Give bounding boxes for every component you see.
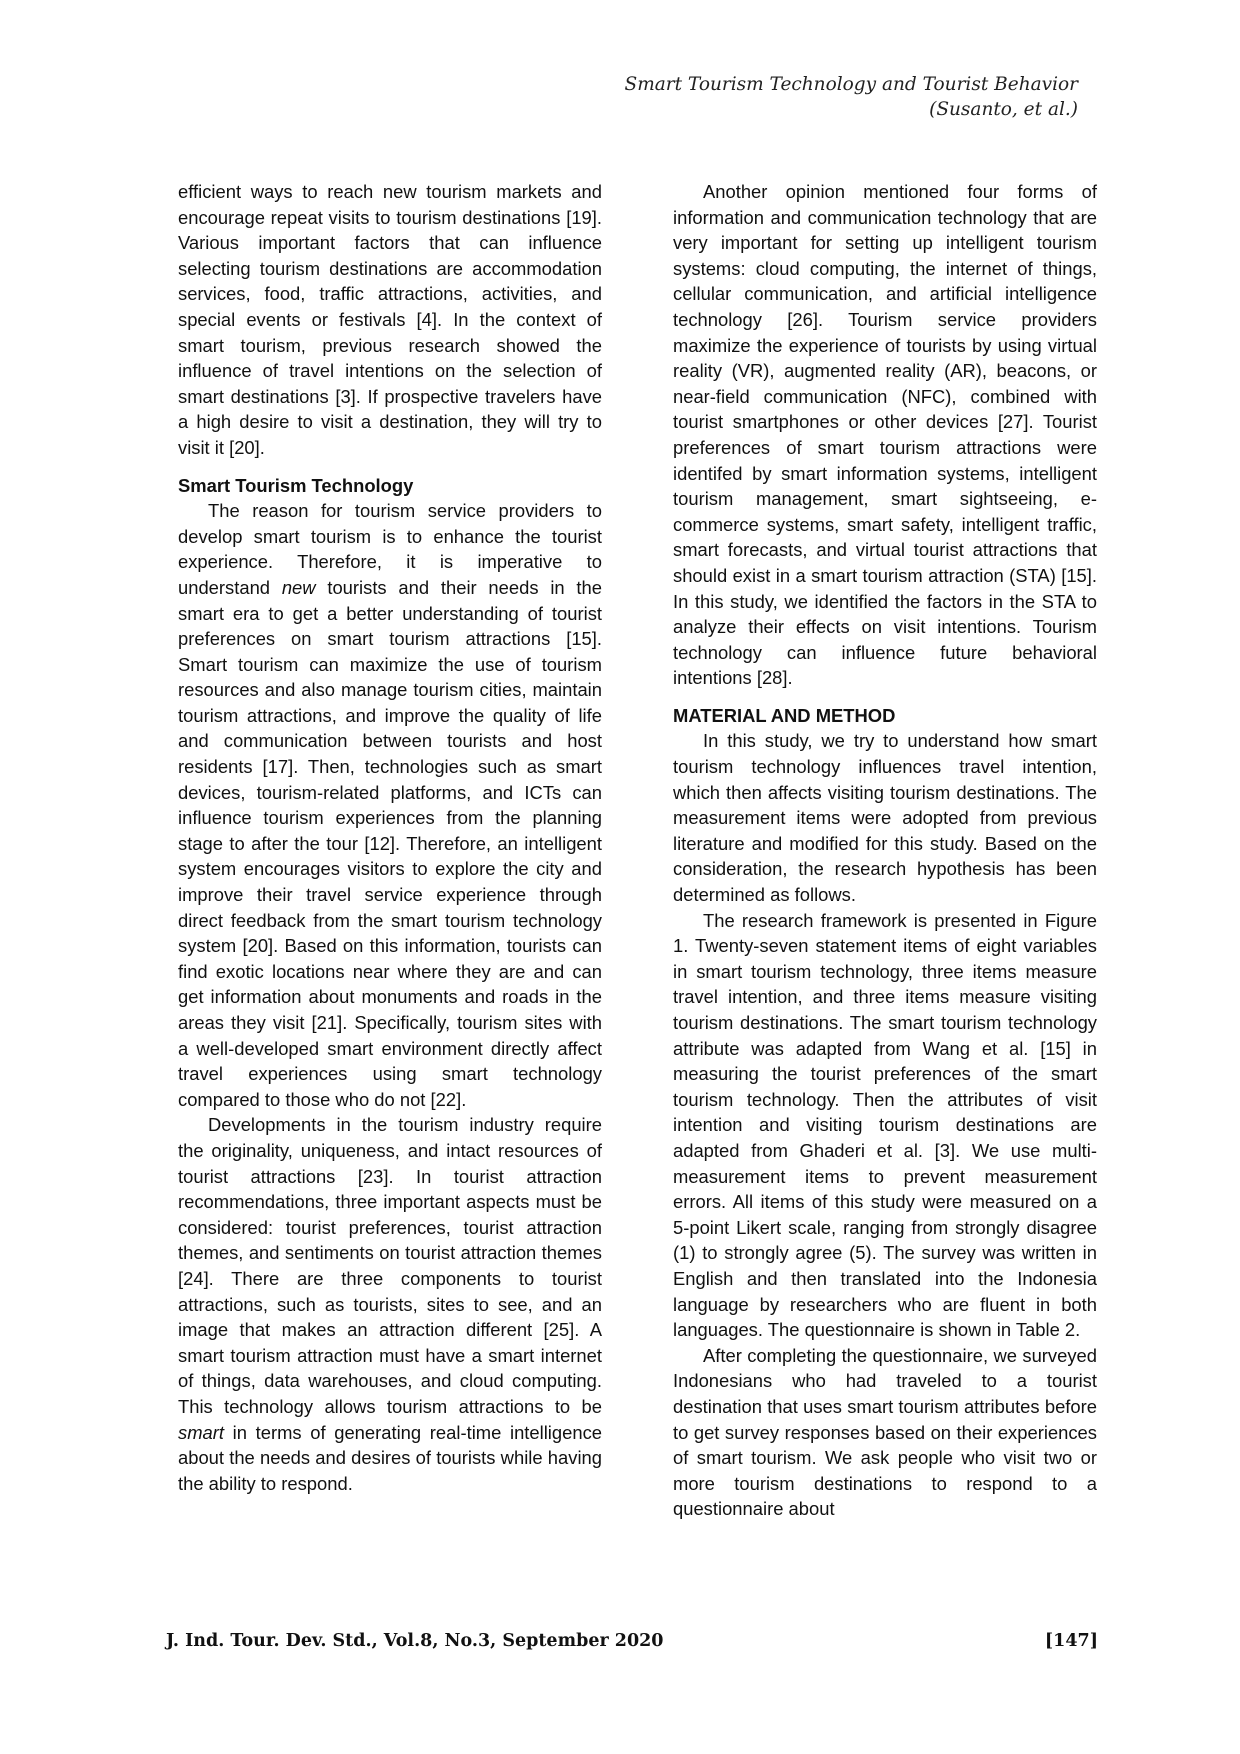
text-span: in terms of generating real-time intelligence about the needs and desires of tourists while having the ability to respond. <box>178 1421 602 1494</box>
paragraph: In this study, we try to understand how smart tourism technology influences travel intention, which then affects visiting tourism destinations. The measurement items were adopted from previous literature and modified for this study. Based on the consideration, the research hypothesis has been determined as follows. <box>673 730 1097 906</box>
footer-journal-citation: J. Ind. Tour. Dev. Std., Vol.8, No.3, September 2020 <box>166 1631 664 1651</box>
left-column <box>178 179 602 1496</box>
section-heading-smart-tourism-technology: Smart Tourism Technology <box>178 474 414 496</box>
text-span: Developments in the tourism industry require the originality, uniqueness, and intact resources of tourist attractions [23]. In tourist attraction recommendations, three important aspects must be considered: tourist preferences, tourist attraction themes, and sentiments on tourist attraction themes [24]. There are three components to tourist attractions, such as tourists, sites to see, and an image that makes an attraction different [25]. A smart tourism attraction must have a smart internet of things, data warehouses, and cloud computing. This technology allows tourism attractions to be <box>178 1114 602 1417</box>
text-span: tourists and their needs in the smart era to get a better understanding of tourist preferences on smart tourism attractions [15]. Smart tourism can maximize the use of tourism resources and also manage tourism cities, maintain tourism attractions, and improve the quality of life and communication between tourists and host residents [17]. Then, technologies such as smart devices, tourism-related platforms, and ICTs can influence tourism experiences from the planning stage to after the tour [12]. Therefore, an intelligent system encourages visitors to explore the city and improve their travel service experience through direct feedback from the smart tourism technology system [20]. Based on this information, tourists can find exotic locations near where they are and can get information about monuments and roads in the areas they visit [21]. Specifically, tourism sites with a well-developed smart environment directly affect travel experiences using smart technology compared to those who do not [22]. <box>178 576 602 1110</box>
right-column <box>673 179 1097 1522</box>
running-header-authors: (Susanto, et al.) <box>929 99 1078 120</box>
paragraph: efficient ways to reach new tourism markets and encourage repeat visits to tourism destinations [19]. Various important factors that can influence selecting tourism destinations are accommodation services, food, traffic attractions, activities, and special events or festivals [4]. In the context of smart tourism, previous research showed the influence of travel intentions on the selection of smart destinations [3]. If prospective travelers have a high desire to visit a destination, they will try to visit it [20]. <box>178 181 602 458</box>
running-header-title: Smart Tourism Technology and Tourist Behavior <box>624 74 1078 95</box>
footer-page-number: [147] <box>1044 1631 1098 1651</box>
text-span: The reason for tourism service providers to develop smart tourism is to enhance the tourist experience. Therefore, it is imperative to understand <box>178 500 602 598</box>
paragraph: After completing the questionnaire, we surveyed Indonesians who had traveled to a tourist destination that uses smart tourism attributes before to get survey responses based on their experiences of smart tourism. We ask people who visit two or more tourism destinations to respond to a questionnaire about <box>673 1344 1097 1520</box>
paragraph <box>178 1112 602 1496</box>
running-header <box>600 72 1078 122</box>
paragraph: The research framework is presented in Figure 1. Twenty-seven statement items of eight variables in smart tourism technology, three items measure travel intention, and three items measure visiting tourism destinations. The smart tourism technology attribute was adapted from Wang et al. [15] in measuring the tourist preferences of the smart tourism technology. Then the attributes of visit intention and visiting tourism destinations are adapted from Ghaderi et al. [3]. We use multi-measurement items to prevent measurement errors. All items of this study were measured on a 5-point Likert scale, ranging from strongly disagree (1) to strongly agree (5). The survey was written in English and then translated into the Indonesia language by researchers who are fluent in both languages. The questionnaire is shown in Table 2. <box>673 909 1097 1341</box>
section-heading-material-and-method: MATERIAL AND METHOD <box>673 704 896 726</box>
paragraph <box>178 498 602 1112</box>
italic-word: new <box>281 576 316 598</box>
italic-word: smart <box>178 1421 224 1443</box>
paragraph: Another opinion mentioned four forms of information and communication technology that are very important for setting up intelligent tourism systems: cloud computing, the internet of things, cellular communication, and artificial intelligence technology [26]. Tourism service providers maximize the experience of tourists by using virtual reality (VR), augmented reality (AR), beacons, or near-field communication (NFC), combined with tourist smartphones or other devices [27]. Tourist preferences of smart tourism attractions were identifed by smart information systems, intelligent tourism management, smart sightseeing, e-commerce systems, smart safety, intelligent traffic, smart forecasts, and virtual tourist attractions that should exist in a smart tourism attraction (STA) [15]. In this study, we identified the factors in the STA to analyze their effects on visit intentions. Tourism technology can influence future behavioral intentions [28]. <box>673 181 1097 689</box>
